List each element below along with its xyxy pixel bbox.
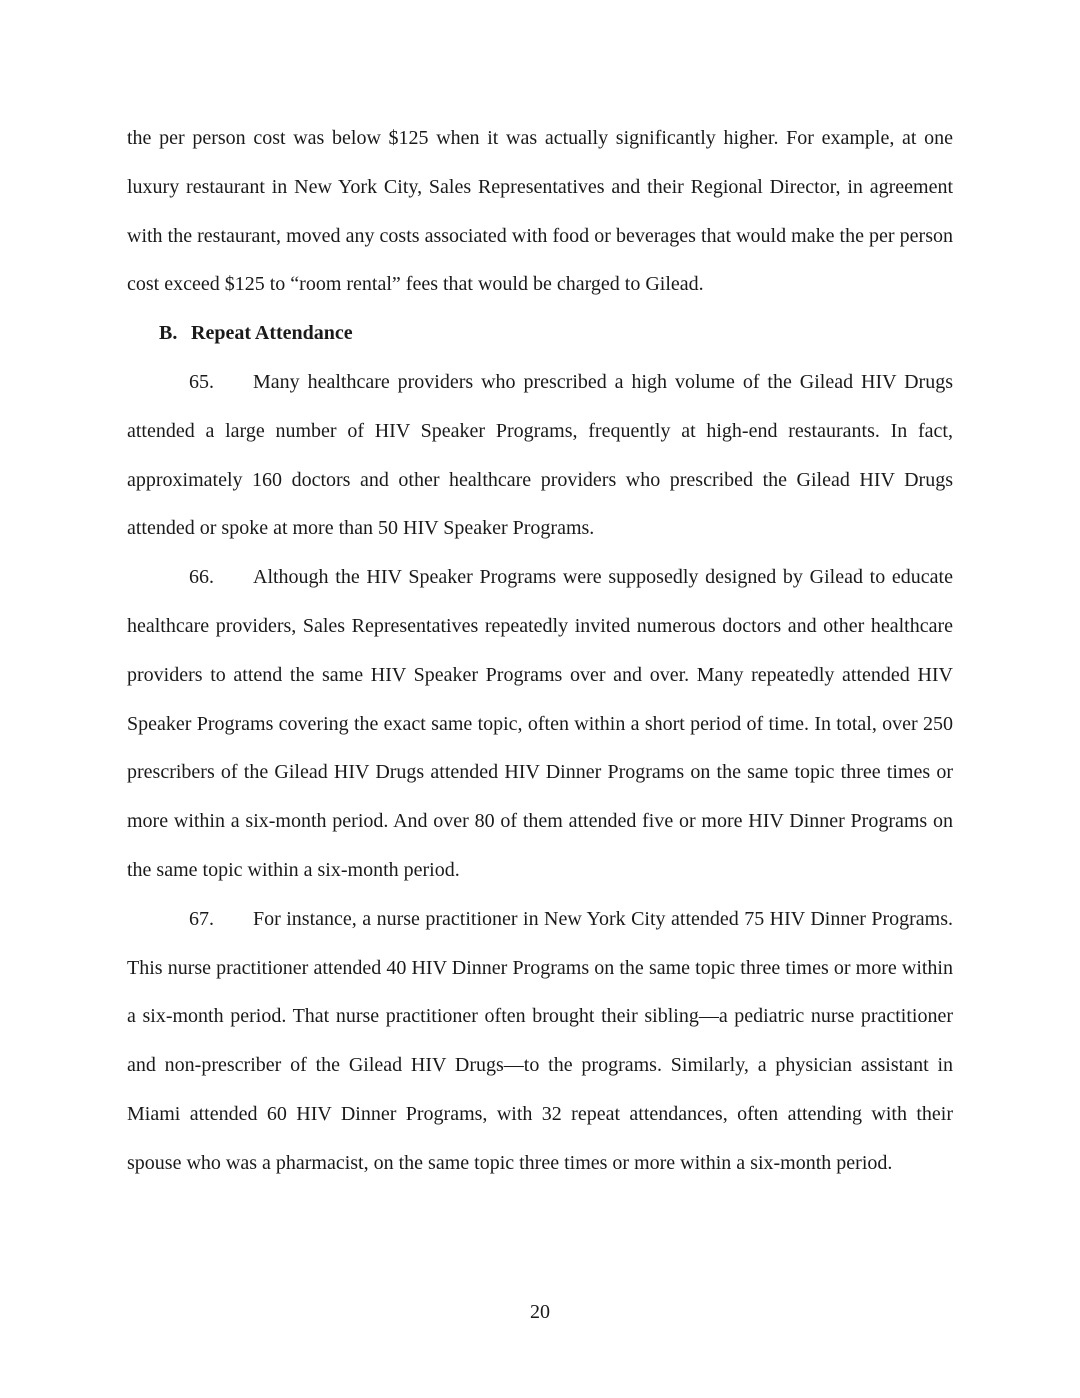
numbered-paragraph-65: [127, 358, 953, 553]
document-body: [127, 114, 953, 1188]
paragraph-text: For instance, a nurse practitioner in New York City attended 75 HIV Dinner Programs. This nurse practitioner attended 40 HIV Dinner Programs on the same topic three times or more within a six-month period. That nurse practitioner often brought their sibling—a pediatric nurse practitioner and non-prescriber of the Gilead HIV Drugs—to the programs. Similarly, a physician assistant in Miami attended 60 HIV Dinner Programs, with 32 repeat attendances, often attending with their spouse who was a pharmacist, on the same topic three times or more within a six-month period.: [127, 907, 953, 1174]
numbered-paragraph-67: [127, 895, 953, 1188]
paragraph-number: 65.: [189, 370, 214, 393]
numbered-paragraph-66: [127, 553, 953, 895]
section-heading-title: Repeat Attendance: [191, 322, 353, 345]
paragraph-number: 67.: [189, 907, 214, 930]
paragraph-text: Many healthcare providers who prescribed a high volume of the Gilead HIV Drugs attended a large number of HIV Speaker Programs, frequently at high-end restaurants. In fact, approximately 160 doctors and other healthcare providers who prescribed the Gilead HIV Drugs attended or spoke at more than 50 HIV Speaker Programs.: [127, 370, 953, 540]
section-heading-letter: B.: [159, 322, 178, 345]
section-heading: [127, 309, 953, 358]
paragraph-number: 66.: [189, 566, 214, 589]
paragraph-text: Although the HIV Speaker Programs were supposedly designed by Gilead to educate healthcare providers, Sales Representatives repeatedly invited numerous doctors and other healthcare providers to attend the same HIV Speaker Programs over and over. Many repeatedly attended HIV Speaker Programs covering the exact same topic, often within a short period of time. In total, over 250 prescribers of the Gilead HIV Drugs attended HIV Dinner Programs on the same topic three times or more within a six-month period. And over 80 of them attended five or more HIV Dinner Programs on the same topic within a six-month period.: [127, 566, 953, 881]
continuation-paragraph: the per person cost was below $125 when it was actually significantly higher. For example, at one luxury restaurant in New York City, Sales Representatives and their Regional Director, in agreement with the restaurant, moved any costs associated with food or beverages that would make the per person cost exceed $125 to “room rental” fees that would be charged to Gilead.: [127, 127, 953, 296]
page-number: 20: [530, 1301, 550, 1323]
